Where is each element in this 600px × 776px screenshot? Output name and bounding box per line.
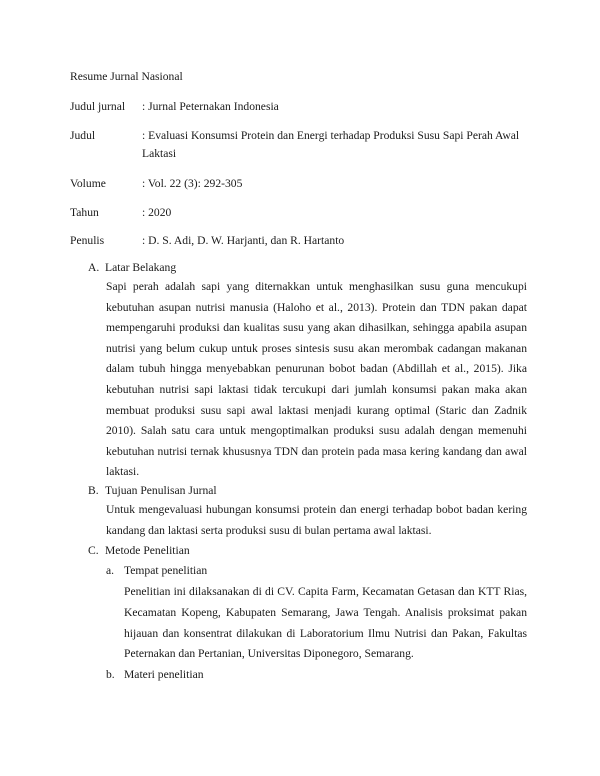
meta-value-title: : Evaluasi Konsumsi Protein dan Energi terhadap Produksi Susu Sapi Perah Awal Laktasi bbox=[142, 129, 520, 160]
subsection-a-title: Tempat penelitian bbox=[124, 564, 208, 577]
meta-value-authors: : D. S. Adi, D. W. Harjanti, dan R. Hartanto bbox=[142, 234, 345, 247]
document-title: Resume Jurnal Nasional bbox=[70, 70, 183, 83]
section-a-marker: A. bbox=[88, 261, 100, 274]
meta-label-year: Tahun bbox=[70, 206, 99, 219]
subsection-b-title: Materi penelitian bbox=[124, 668, 204, 681]
section-b-marker: B. bbox=[88, 484, 99, 497]
meta-label-title: Judul bbox=[70, 129, 96, 142]
meta-value-journal: : Jurnal Peternakan Indonesia bbox=[142, 100, 279, 113]
meta-label-journal: Judul jurnal bbox=[70, 100, 126, 113]
meta-value-volume: : Vol. 22 (3): 292-305 bbox=[142, 177, 243, 190]
section-c-title: Metode Penelitian bbox=[105, 544, 190, 557]
section-a-body: Sapi perah adalah sapi yang diternakkan untuk menghasilkan susu guna mencukupi kebutuhan asupan nutrisi manusia (Haloho et al., 2013). Protein dan TDN pakan dapat mempengaruhi produksi dan kualitas susu yang akan dihasilkan, sehingga apabila asupan nutrisi yang belum cukup untuk proses sintesis susu akan merombak cadangan makanan dalam tubuh hingga menyebabkan penurunan bobot badan (Abdillah et al., 2015). Jika kebutuhan nutrisi sapi laktasi tidak tercukupi dari jumlah konsumsi pakan maka akan membuat produksi susu sapi awal laktasi menjadi kurang optimal (Staric dan Zadnik 2010). Salah satu cara untuk mengoptimalkan produksi susu adalah dengan memenuhi kebutuhan nutrisi ternak khususnya TDN dan protein pada masa kering kandang dan awal laktasi. bbox=[106, 280, 527, 479]
section-c-heading bbox=[88, 544, 190, 557]
section-b-heading bbox=[88, 484, 217, 497]
meta-label-authors: Penulis bbox=[70, 234, 105, 247]
section-c-marker: C. bbox=[88, 544, 99, 557]
meta-label-volume: Volume bbox=[70, 177, 106, 190]
subsection-a-body: Penelitian ini dilaksanakan di di CV. Capita Farm, Kecamatan Getasan dan KTT Rias, Kecamatan Kopeng, Kabupaten Semarang, Jawa Tengah. Analisis proksimat pakan hijauan dan konsentrat dilakukan di Laboratorium Ilmu Nutrisi dan Pakan, Fakultas Peternakan dan Pertanian, Universitas Diponegoro, Semarang. bbox=[124, 585, 527, 661]
section-b-title: Tujuan Penulisan Jurnal bbox=[105, 484, 217, 497]
subsection-b-marker: b. bbox=[106, 668, 115, 681]
section-b-body: Untuk mengevaluasi hubungan konsumsi protein dan energi terhadap bobot badan kering kandang dan laktasi serta produksi susu di bulan pertama awal laktasi. bbox=[106, 503, 527, 537]
subsection-a-heading bbox=[106, 564, 207, 577]
meta-value-year: : 2020 bbox=[142, 206, 172, 219]
section-a-heading bbox=[88, 261, 176, 274]
section-a-title: Latar Belakang bbox=[105, 261, 177, 274]
subsection-b-heading bbox=[106, 668, 204, 681]
subsection-a-marker: a. bbox=[106, 564, 115, 577]
